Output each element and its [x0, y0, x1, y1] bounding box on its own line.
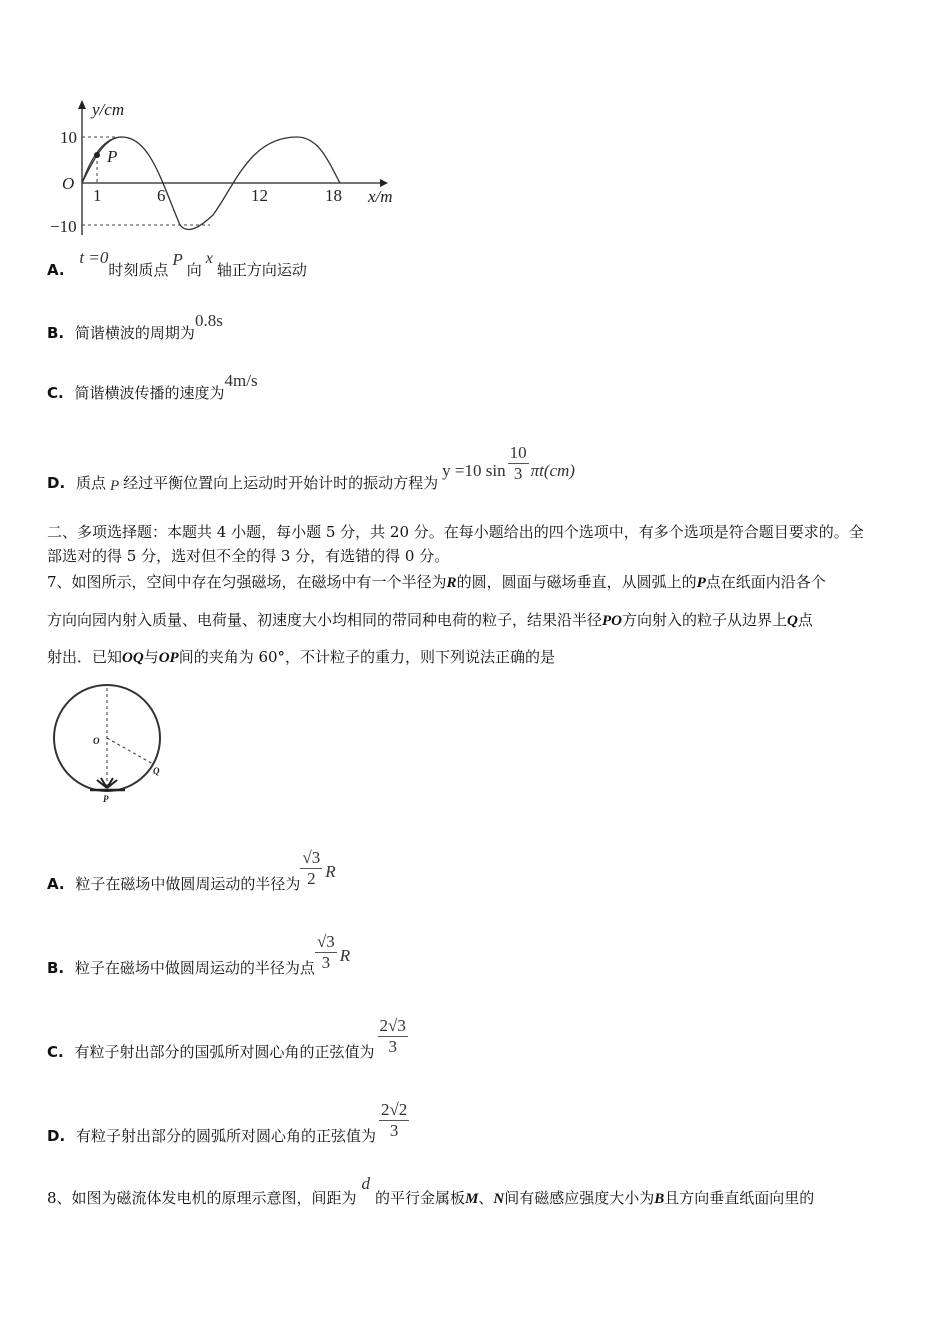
q6-option-b[interactable]: B. 简谐横波的周期为0.8s	[47, 311, 223, 342]
y-tick-neg10: −10	[50, 217, 77, 236]
section2-line1: 二、多项选择题：本题共 4 小题，每小题 5 分，共 20 分。在每小题给出的四个选项中，有多个选项是符合题目要求的。全	[47, 523, 864, 541]
q7-line3: 射出．已知OQ与OP间的夹角为 60°，不计粒子的重力，则下列说法正确的是	[47, 648, 556, 666]
y-axis-label: y/cm	[92, 100, 125, 119]
q6-option-a[interactable]: A. t =0时刻质点P向x轴正方向运动	[47, 248, 307, 279]
circle-o-label: O	[93, 736, 100, 746]
x-tick-18: 18	[325, 186, 342, 205]
q7-line1: 7、如图所示，空间中存在匀强磁场，在磁场中有一个半径为R的圆，圆面与磁场垂直，从圆弧上的P点在纸面内沿各个	[47, 573, 826, 591]
point-p-label: P	[107, 147, 118, 166]
circle-figure	[45, 680, 175, 810]
q7-option-c[interactable]: C. 有粒子射出部分的国弧所对圆心角的正弦值为 $\frac{2√3}{3}$	[47, 1016, 406, 1061]
x-tick-12: 12	[251, 186, 268, 205]
q7-line2: 方向向园内射入质量、电荷量、初速度大小均相同的带同种电荷的粒子，结果沿半径PO方向射入的粒子从边界上Q点	[47, 611, 813, 629]
q7-option-d[interactable]: D. 有粒子射出部分的圆弧所对圆心角的正弦值为 $\frac{2√2}{3}$	[47, 1100, 408, 1145]
y-tick-10: 10	[60, 128, 77, 147]
x-tick-1: 1	[93, 186, 102, 205]
x-axis-label: x/m	[368, 187, 393, 206]
option-key: A.	[47, 261, 65, 279]
section2-line2: 部选对的得 5 分，选对但不全的得 3 分，有选错的得 0 分。	[47, 547, 450, 565]
q8-line1: 8、如图为磁流体发电机的原理示意图，间距为d的平行金属板M、N间有磁感应强度大小为B且方向垂直纸面向里的	[47, 1174, 815, 1207]
q6-option-c[interactable]: C. 简谐横波传播的速度为4m/s	[47, 371, 258, 402]
circle-p-label: P	[103, 794, 109, 804]
circle-q-label: Q	[153, 766, 160, 776]
x-tick-6: 6	[157, 186, 166, 205]
q7-option-a[interactable]: A. 粒子在磁场中做圆周运动的半径为 $\frac{√3}{2}$ R	[47, 848, 336, 893]
q6-option-d[interactable]: D. 质点 P 经过平衡位置向上运动时开始计时的振动方程为y =10 sin $\frac{10}{3}$ πt(cm)	[47, 443, 575, 494]
frac-10-3: $\frac{10}{3}$	[509, 443, 527, 483]
origin-label: O	[62, 174, 75, 193]
q7-option-b[interactable]: B. 粒子在磁场中做圆周运动的半径为点 $\frac{√3}{3}$ R	[47, 932, 351, 977]
wave-graph	[50, 95, 410, 245]
